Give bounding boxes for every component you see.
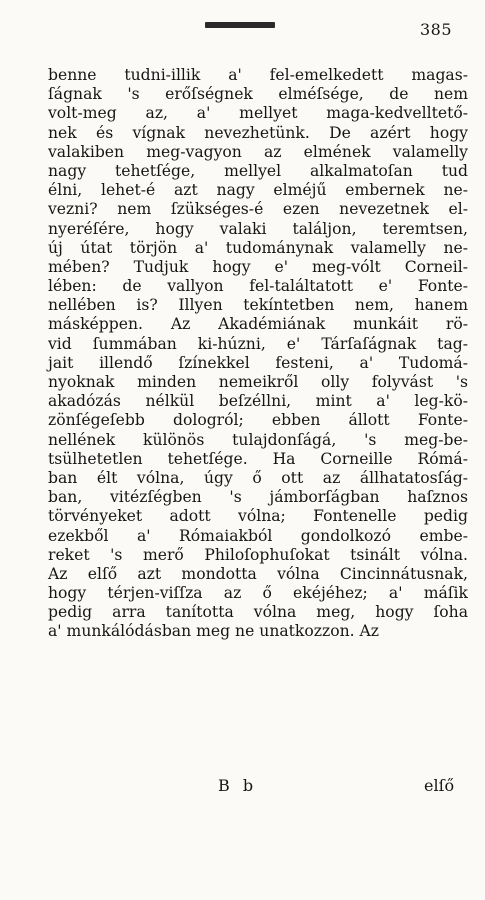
text-line: tsülhetetlen tehetſége. Ha Corneille Rómá-: [48, 449, 468, 468]
text-line: élni, lehet-é azt nagy elméjű embernek ne-: [48, 181, 468, 200]
text-line: nellében is? Illyen tekíntetben nem, hanem: [48, 296, 468, 315]
text-line: valakiben meg-vagyon az elmének valamelly: [48, 142, 468, 161]
text-line: nyoknak minden nemeikről olly folyvást 's: [48, 373, 468, 391]
page-number: 385: [420, 20, 453, 39]
text-line: pedig arra tanította vólna meg, hogy ſoha: [48, 603, 468, 622]
text-line: hogy térjen-viſſza az ő ekéjéhez; a' máſik: [48, 584, 468, 603]
text-line: akadózás nélkül beſzéllni, mint a' leg-kö-: [48, 392, 468, 411]
header-rule: [205, 22, 275, 28]
text-line: zönſégeſebb dologról; ebben állott Fonte-: [48, 411, 468, 430]
page-footer: [0, 776, 485, 800]
text-line: vezni? nem ſzükséges-é ezen nevezetnek el-: [48, 200, 468, 219]
text-line: a' munkálódásban meg ne unatkozzon. Az: [48, 622, 380, 641]
text-line: másképpen. Az Akadémiának munkáit rö-: [48, 315, 468, 334]
text-line: reket 's merő Philoſophuſokat tsinált vólna.: [48, 545, 468, 564]
text-line: ban élt vólna, úgy ő ott az állhatatosſág-: [48, 468, 468, 487]
text-line: nek és vígnak nevezhetünk. De azért hogy: [48, 123, 468, 142]
text-line: ezekből a' Rómaiakból gondolkozó embe-: [48, 526, 468, 545]
text-line: ban, vitézſégben 's jámborſágban haſznos: [48, 488, 468, 507]
text-line: vid ſummában ki-húzni, e' Tárſaſágnak tag-: [48, 334, 468, 353]
catchword: elſő: [424, 776, 455, 795]
text-line: Az elſő azt mondotta vólna Cincinnátusnak,: [48, 564, 468, 583]
text-line: benne tudni-illik a' fel-emelkedett magas-: [48, 66, 468, 84]
text-line: nyeréſére, hogy valaki találjon, teremtsen,: [48, 219, 468, 238]
signature-mark: B b: [218, 776, 258, 795]
text-line: törvényeket adott vólna; Fontenelle pedig: [48, 507, 468, 526]
text-line: jait illendő ſzínekkel festeni, a' Tudomá-: [48, 353, 468, 372]
text-line: új útat törjön a' tudománynak valamelly ne-: [48, 238, 468, 257]
text-line: mében? Tudjuk hogy e' meg-vólt Corneil-: [48, 257, 468, 276]
text-line: ſágnak 's erőſségnek elméſsége, de nem: [48, 85, 468, 104]
body-text: [48, 66, 468, 642]
text-line: volt-meg az, a' mellyet maga-kedvelltető-: [48, 104, 468, 123]
text-line: lében: de vallyon fel-találtatott e' Fonte-: [48, 277, 468, 296]
text-line: nellének különös tulajdonſágá, 's meg-be-: [48, 430, 468, 449]
text-line: nagy tehetſége, mellyel alkalmatoſan tud: [48, 161, 468, 180]
